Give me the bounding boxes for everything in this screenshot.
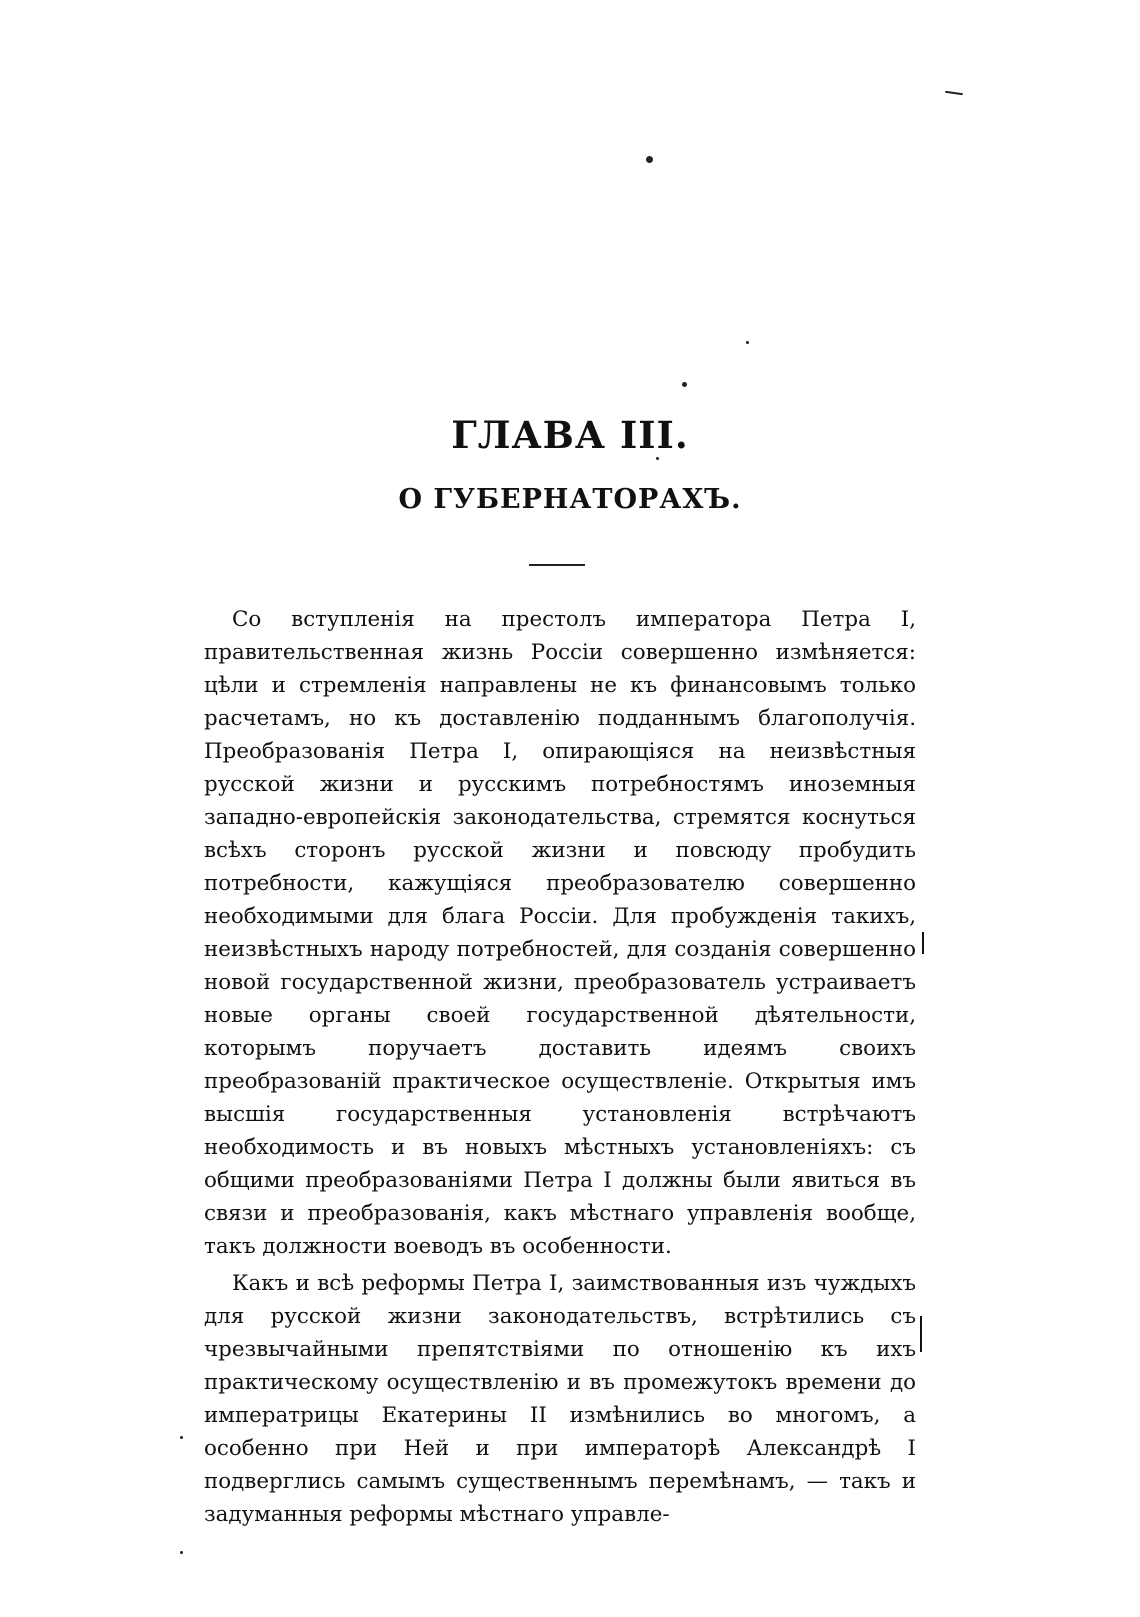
paragraph: Какъ и всѣ реформы Петра I, заимствованныя изъ чуждыхъ для русской жизни законодательствъ, встрѣтились съ чрезвычайными препятствіями по отношенію къ ихъ практическому осуществленію и въ промежутокъ времени до императрицы Екатерины II измѣнились во многомъ, а особенно при Ней и при императорѣ Александрѣ I подверглись самымъ существеннымъ перемѣнамъ, — такъ и задуманныя реформы мѣстнаго управле- [204,1271,916,1527]
body-text [204,603,916,1531]
scan-speck [945,91,963,95]
scan-speck [646,156,653,163]
chapter-subtitle: О ГУБЕРНАТОРАХЪ. [398,484,742,515]
scan-speck [656,457,659,460]
title-divider [529,564,585,566]
scan-speck [746,341,749,344]
scan-speck [180,1551,183,1554]
scan-speck [180,1436,183,1439]
margin-mark [920,1316,922,1352]
scan-speck [682,382,687,387]
margin-mark [922,932,924,954]
paragraph: Со вступленія на престолъ императора Петра I, правительственная жизнь Россіи совершенно измѣняется: цѣли и стремленія направлены не къ финансовымъ только расчетамъ, но къ доставленію подданнымъ благополучія. Преобразованія Петра I, опирающіяся на неизвѣстныя русской жизни и русскимъ потребностямъ иноземныя западно-европейскія законодательства, стремятся коснуться всѣхъ сторонъ русской жизни и повсюду пробудить потребности, кажущіяся преобразователю совершенно необходимыми для блага Россіи. Для пробужденія такихъ, неизвѣстныхъ народу потребностей, для созданія совершенно новой государственной жизни, преобразователь устраиваетъ новые органы своей государственной дѣятельности, которымъ поручаетъ доставить идеямъ своихъ преобразованій практическое осуществленіе. Открытыя имъ высшія государственныя установленія встрѣчаютъ необходимость и въ новыхъ мѣстныхъ установленіяхъ: съ общими преобразованіями Петра I должны были явиться въ связи и преобразованія, какъ мѣстнаго управленія вообще, такъ должности воеводъ въ особенности. [204,607,916,1259]
chapter-title: ГЛАВА III. [451,413,689,457]
